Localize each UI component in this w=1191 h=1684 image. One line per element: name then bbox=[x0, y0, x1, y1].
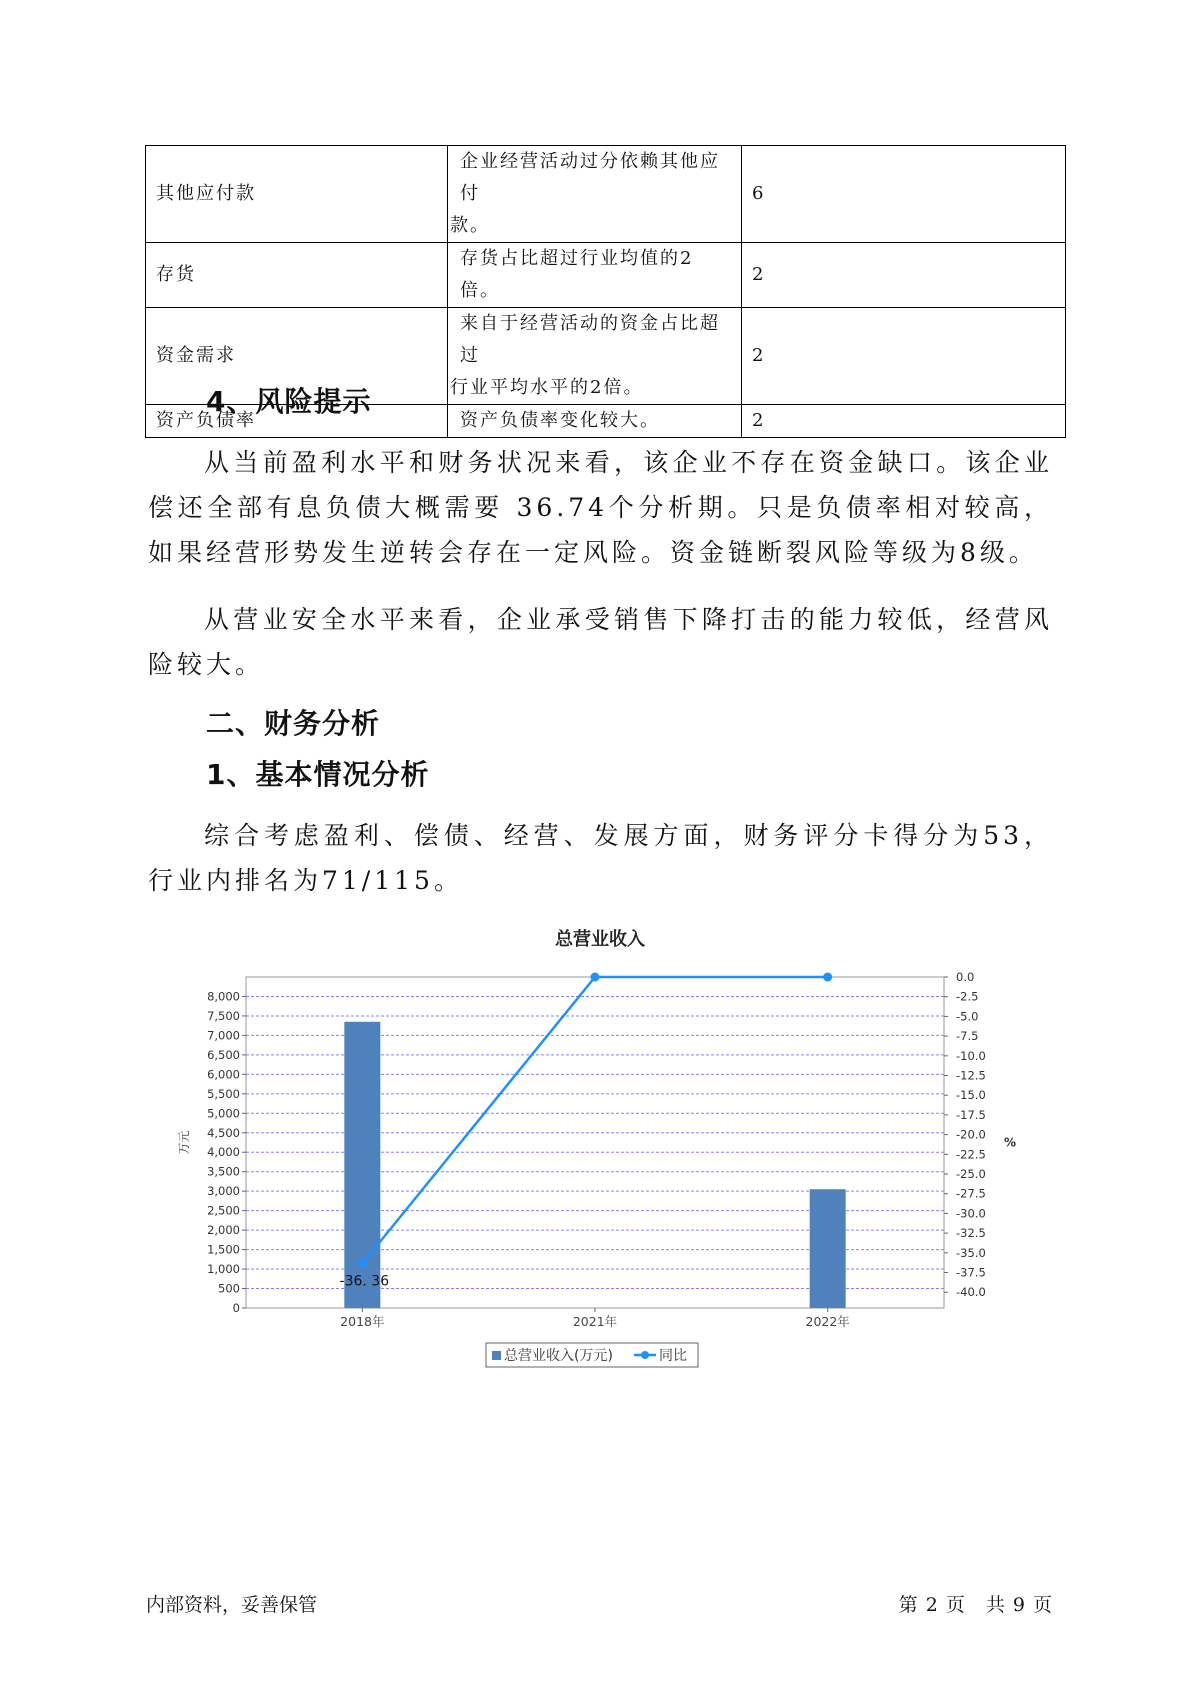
y2-tick-label: -7.5 bbox=[956, 1029, 979, 1044]
table-cell-item: 存货 bbox=[146, 243, 448, 308]
y2-tick-label: -30.0 bbox=[956, 1206, 986, 1221]
legend-label-line: 同比 bbox=[659, 1348, 687, 1364]
y-tick-label: 2,500 bbox=[207, 1203, 240, 1218]
y-tick-label: 3,500 bbox=[207, 1164, 240, 1179]
legend-swatch-point bbox=[641, 1351, 649, 1359]
data-label: -36. 36 bbox=[339, 1273, 390, 1290]
table-cell-desc bbox=[448, 146, 742, 243]
x-tick-label: 2021年 bbox=[572, 1314, 618, 1329]
line-point bbox=[358, 1259, 367, 1268]
footer-note: 内部资料，妥善保管 bbox=[146, 1594, 318, 1616]
y-axis-label: 万元 bbox=[177, 1130, 191, 1155]
desc-line: 企业经营活动过分依赖其他应付 bbox=[460, 151, 720, 204]
desc-line: 来自于经营活动的资金占比超过 bbox=[460, 313, 720, 366]
table-cell-item: 资金需求 bbox=[146, 308, 448, 405]
y-tick-label: 8,000 bbox=[207, 989, 240, 1004]
y2-tick-label: -12.5 bbox=[956, 1068, 986, 1083]
y2-tick-label: -2.5 bbox=[956, 989, 979, 1004]
table-cell-desc bbox=[448, 308, 742, 405]
y2-tick-label: 0.0 bbox=[956, 970, 975, 984]
legend-label-bar: 总营业收入(万元) bbox=[504, 1348, 613, 1364]
y2-tick-label: -20.0 bbox=[956, 1127, 986, 1142]
y2-tick-label: -17.5 bbox=[956, 1107, 986, 1122]
paragraph-risk-1: 从当前盈利水平和财务状况来看，该企业不存在资金缺口。该企业偿还全部有息负债大概需要 36.74个分析期。只是负债率相对较高，如果经营形势发生逆转会存在一定风险。资金链断裂风险等级为8级。 bbox=[148, 448, 1053, 567]
y-tick-label: 500 bbox=[218, 1281, 240, 1296]
y-tick-label: 5,000 bbox=[207, 1106, 240, 1121]
y2-tick-label: -15.0 bbox=[956, 1088, 986, 1103]
table-cell-desc bbox=[448, 243, 742, 308]
section-heading-finance: 二、财务分析 bbox=[206, 707, 381, 740]
y-tick-label: 1,000 bbox=[207, 1262, 240, 1277]
y2-tick-label: -35.0 bbox=[956, 1245, 986, 1260]
y-tick-label: 7,500 bbox=[207, 1008, 240, 1023]
table-cell-score: 2 bbox=[742, 243, 1066, 308]
line-point bbox=[823, 973, 832, 982]
y2-tick-label: -32.5 bbox=[956, 1226, 986, 1241]
revenue-chart bbox=[170, 925, 1030, 1385]
table-cell-item: 其他应付款 bbox=[146, 146, 448, 243]
table-cell-score: 6 bbox=[742, 146, 1066, 243]
paragraph-finance: 综合考虑盈利、偿债、经营、发展方面，财务评分卡得分为53，行业内排名为71/115。 bbox=[148, 821, 1053, 895]
x-tick-label: 2022年 bbox=[805, 1314, 850, 1329]
y2-tick-label: -10.0 bbox=[956, 1048, 986, 1063]
y2-tick-label: -22.5 bbox=[956, 1147, 986, 1162]
y-tick-label: 2,000 bbox=[207, 1223, 240, 1238]
desc-line: 资产负债率变化较大。 bbox=[460, 410, 660, 431]
y2-axis-label: % bbox=[1003, 1135, 1017, 1150]
x-tick-label: 2018年 bbox=[340, 1314, 385, 1329]
y2-tick-label: -37.5 bbox=[956, 1265, 986, 1280]
chart-title: 总营业收入 bbox=[555, 929, 645, 950]
sub-heading-basic: 1、基本情况分析 bbox=[206, 758, 430, 791]
y-tick-label: 5,500 bbox=[207, 1086, 240, 1101]
page-number: 第 2 页 共 9 页 bbox=[898, 1594, 1053, 1616]
table-cell-item: 资产负债率 bbox=[146, 405, 448, 438]
legend-swatch-bar bbox=[492, 1351, 501, 1360]
y-tick-label: 7,000 bbox=[207, 1028, 240, 1043]
bar bbox=[810, 1189, 846, 1308]
line-point bbox=[591, 973, 600, 982]
chart-canvas bbox=[170, 925, 1030, 1385]
y2-tick-label: -27.5 bbox=[956, 1186, 986, 1201]
table-cell-score: 2 bbox=[742, 405, 1066, 438]
paragraph-risk-2: 从营业安全水平来看，企业承受销售下降打击的能力较低，经营风险较大。 bbox=[148, 605, 1053, 679]
desc-line: 款。 bbox=[450, 215, 490, 236]
y2-tick-label: -40.0 bbox=[956, 1285, 986, 1300]
y-tick-label: 6,500 bbox=[207, 1047, 240, 1062]
y2-tick-label: -25.0 bbox=[956, 1167, 986, 1182]
desc-line: 行业平均水平的2倍。 bbox=[450, 377, 644, 398]
table-row bbox=[146, 243, 1066, 308]
y2-tick-label: -5.0 bbox=[956, 1009, 979, 1024]
y-tick-label: 3,000 bbox=[207, 1184, 240, 1199]
y-tick-label: 4,500 bbox=[207, 1125, 240, 1140]
table-cell-desc bbox=[448, 405, 742, 438]
table-cell-score: 2 bbox=[742, 308, 1066, 405]
y-tick-label: 6,000 bbox=[207, 1067, 240, 1082]
y-tick-label: 4,000 bbox=[207, 1145, 240, 1160]
desc-line: 存货占比超过行业均值的2倍。 bbox=[460, 248, 694, 301]
y-tick-label: 1,500 bbox=[207, 1242, 240, 1257]
table-row bbox=[146, 146, 1066, 243]
y-tick-label: 0 bbox=[232, 1301, 240, 1315]
section-heading-risk: 4、风险提示 bbox=[206, 385, 372, 418]
